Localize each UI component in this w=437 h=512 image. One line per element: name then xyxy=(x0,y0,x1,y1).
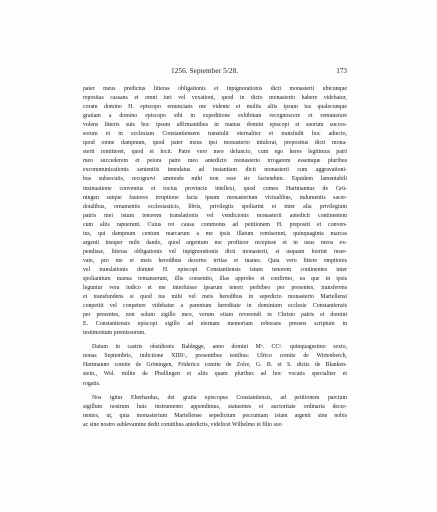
text-line: vate, pro me et meis heredibus decerno irritas et inanes. Quia vero littere emptionis xyxy=(83,257,347,264)
text-line: argenti insuper mihi dando, quod argentum me profiteor recepisse et in usus meos ex- xyxy=(83,239,347,246)
text-line: nonas Septembris, indictione XIIIIᵃ., presentibus testibus: Ulrico comite de Wirtenberch, xyxy=(83,353,347,360)
text-line: sterii remitteret, quod et fecit. Patre vero meo defuncto, cum ego heres legitimus patri xyxy=(83,149,347,156)
text-line: volens litteris suis hoc ipsum affirmantibus in manus domini episcopi et suorum succes- xyxy=(83,122,347,129)
text-line: Datum in castris obsidionis Baldegge, anno domini Mᵒ. CCᵒ. quinquagesimo sexto, xyxy=(92,344,347,351)
text-line: meo succederem et peiora patre meo antedicto monasterio irrogarem essemque pluribus xyxy=(83,158,347,165)
text-line: per presentes, non solum sigillo meo, verum etiam reverendi in Christo patris et domini xyxy=(83,312,347,319)
text-line: coram domino H. episcopo renuncians me vidente et multis aliis ipsum ius qualecunque xyxy=(83,104,347,111)
text-line: bus subsecutis, recognovi ammodo mihi non esse sic faciendum. Equidem lamentabili xyxy=(83,176,347,183)
text-line: quod omne dampnum, quod pater meus ipsi monasterio intulerat, prepositus dicti mona- xyxy=(83,140,347,147)
document-body xyxy=(83,85,347,430)
paragraph xyxy=(83,343,347,388)
text-line: sorum et in ecclesiam Constantiensem transtulit eternaliter et transfudit hoc adiecto, xyxy=(83,131,347,138)
text-line: vel translationis domini H. episcopi Constantiensis istum tenorem continentes inter xyxy=(83,266,347,273)
text-line: insinuatione conventus et tocius provincie intellexi, quod comes Hartmannus de Grü- xyxy=(83,185,347,192)
text-line: rogatis. xyxy=(83,380,101,387)
text-line: gratiam a domino episcopo sibi in expeditione exhibitam recognoscere et remunerare xyxy=(83,113,347,120)
text-line: tus, qui dampnum centum marcarum a me ipsis illatum remiserunt, quinquaginta marcas xyxy=(83,230,347,237)
paragraph xyxy=(83,85,347,338)
text-line: stein., Wol. milite de Phullingen et aliis quam pluribus ad hoc vocatis specialiter et xyxy=(83,371,347,378)
text-line: sigillum nostrum huic instrumento appendimus, statuentes et auctoritate ordinaria decer- xyxy=(83,403,347,410)
text-line: pendisse, litteras obligationis vel inpignorationis dicti monasterii, si usquam foerint reser- xyxy=(83,248,347,255)
text-line: Nos igitur Eberhardus, dei gratia episcopus Constantiensis, ad petitionem parcium xyxy=(92,394,347,401)
text-line: testimonium premissorum. xyxy=(83,330,146,337)
text-line: cum aliis rapuerunt. Cuius rei causa commotus ad petitionem H. prepositi et conven- xyxy=(83,221,347,228)
text-line: repositas cassans et omni iuri vel vexationi, quod in dicto monasterio habere videbatur, xyxy=(83,95,347,102)
running-head: 1256. September 5/28. xyxy=(171,67,239,75)
page-header xyxy=(83,66,347,76)
text-line: Hartmanno comite de Gröningen, Friderico comite de Zolre, G. B. et S. dictis de Blanken- xyxy=(83,362,347,369)
text-line: nentes, ut, quia monasterium Martellense sepedictum peccuniam istam argenti sine nobis xyxy=(83,412,347,419)
text-line: conpetiit vel conpetere videbatur a parentum hereditate in dominium ecclesie Constantiensis xyxy=(83,303,347,310)
text-line: dotalibus, ornamentis ecclesiasticis, libris, privilegiis spoliarint et inter alia privilegium xyxy=(83,203,347,210)
text-line: spoliantium manus remanserunt, illis consentio, illas approbo et confirmo, ea que in ipsis xyxy=(83,275,347,282)
paragraph xyxy=(83,394,347,430)
text-line: ningen suique fautores irruptione facta ipsum monasterium victualibus, indumentis sacer- xyxy=(83,194,347,201)
text-line: excommunicationis sententiis innodatus ad instantiam dicti monasterii cum aggravationi- xyxy=(83,167,347,174)
text-line: E. Constantiensis episcopi sigillo ad eternam memoriam roborans presens scriptum in xyxy=(83,321,347,328)
text-line: ac sine nostro sublevamine dedit comitibus antedictis, videlicet Wilhelmo et filio suo xyxy=(83,421,282,428)
text-line: et transfundens si quod ius mihi vel meis heredibus in sepedicto monasterio Martellensi xyxy=(83,294,347,301)
text-line: patris mei istum tenorem translationis vel vendicionis monasterii antedicti continentem xyxy=(83,212,347,219)
text-line: leguntur vera iudico et me interfuisse ipsarum tenori perhibeo per presentes, transferens xyxy=(83,285,347,292)
page-number: 173 xyxy=(336,67,347,75)
text-line: pater meus predictus litteras obligationis et inpignorationis dicti monasterii ubicunque xyxy=(83,86,347,92)
